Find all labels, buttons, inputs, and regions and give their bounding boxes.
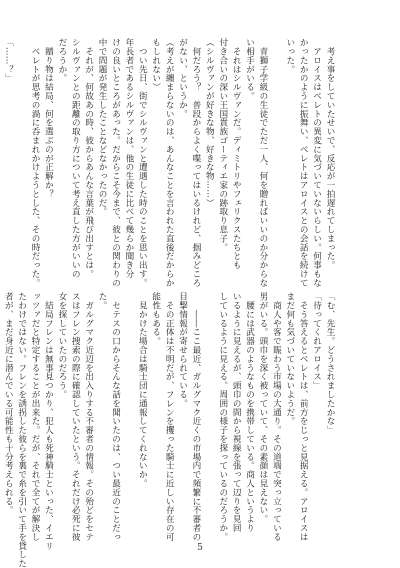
text-line: だろうか。 [56,38,67,83]
text-line: いるように見えるが、頭巾の間から視線を張って辺りを見回 [231,292,242,533]
text-line: 女を探していたのだろう。 [56,292,67,399]
text-line: 腰には武器のようなものを携帯している。商人というより [244,292,255,533]
text-line: スはフレン捜索の際に確認していたという。それだけ必死に彼 [70,292,81,542]
text-line: いった。 [284,38,295,74]
text-line: （考えが纏まらないのは、あんなことを言われた直後だからか [164,38,175,288]
text-line: 者が、まだ身近に潜んでいる可能性も十分考えられる。 [3,292,14,515]
text-line: たわけではない。フレンを誘拐した彼らを裏で糸を引いて手を貸した [16,292,27,568]
text-line: それはシルヴァンだ。ディミトリやフェリクスたちとも [231,38,242,270]
text-line: 能性もある。 [150,292,161,346]
text-line [269,38,282,274]
text-line: もしれない） [150,38,161,92]
text-line: アロイスはベレトの異変に気づいていないらしい。何事もな [311,38,322,288]
text-line: 結局フレンは無事見つかり、犯人も死神騎士といった、イエリ [43,292,54,551]
text-line: 贈り物は結局、何を選ぶのが正解か？ [43,38,54,199]
text-line: ッツァだと特定することが出来た。だが、それで全てが解決し [30,292,41,542]
text-line: 年長者であるシルヴァンは、他の生徒に比べて幾らか聞き分 [123,38,134,279]
page-number: 5 [197,543,203,553]
text-line: い相手がいる。 [244,38,255,101]
text-line: まだ何も気づいていないようだ。 [284,292,295,426]
text-line: 何だろう？ 普段からよく喋ってはいるけれど、掴みどころ [190,38,201,288]
text-line: 中で問題が発生したことなどなかったのだ。 [97,38,108,216]
text-line: がない、というか。 [177,38,188,119]
text-line: 「待ってくれアロイス」 [311,292,322,390]
text-line: 付き合いの深い王国貴族ゴーティエ家の跡取り息子。 [217,38,228,252]
text-line: けの良いところがあった。だからこそ今まで、彼との関わりの [110,38,121,288]
text-line: セテスの口からそんな話を聞いたのは、つい最近のことだっ [110,292,121,542]
text-line [14,38,27,274]
text-line: た。 [97,292,108,310]
text-line: しているように見える。周囲の様子を探っているのだろうか。 [217,292,228,542]
text-line: つい先日、街でシルヴァンと遭遇した時のことを思い出す。 [137,38,148,288]
text-line: その正体は不明だが、フレンを攫った騎士に近しい存在の可 [164,292,175,542]
text-line: それが、何故あの時、彼からあんな言葉が飛び出すとは。 [83,38,94,279]
text-line: ベレトが思考の渦に呑まれかけようとした、その時だった。 [30,38,41,288]
text-line: 「……？」 [3,38,14,83]
text-line: 男がいる。頭巾を深く被っていて、その素顔は見えない。 [257,292,268,524]
text-column-upper [3,38,336,288]
text-line: ガルグマク近辺を出入りする不審者の情報。その殆どをセテ [83,292,94,542]
text-line: 青獅子学級の生徒でただ一人、何を贈ればいいのか分からな [257,38,268,288]
text-line [202,292,215,528]
text-line: 「む、先生。どうされましたかな」 [325,292,335,435]
text-line: シルヴァンとの距離の取り方について考え直した方がいいの [70,38,81,279]
text-line: 目撃情報が寄せられている。 [177,292,188,408]
text-line: そう答えるとベレトは、前方をじっと見据える。アロイスは [298,292,309,542]
text-column-lower [3,292,336,568]
text-line: 考え事をしていたせいで、反応が一拍遅れてしまった。 [325,38,335,270]
text-line: （シルヴァンが好きな物、好きな物……） [204,38,215,208]
text-line [122,292,135,528]
text-line: かったかのように振舞い、ベレトはアロイスとの会話を続けて [298,38,309,288]
text-line: 見かけた場合は騎士団に通報してくれないか。 [137,292,148,488]
text-line: 商人や客で賑わう市場の大通り。その道端で突っ立っている [271,292,282,542]
text-line: ――ここ最近、ガルグマク近くの市場内で頻繁に不審者の [190,292,201,542]
